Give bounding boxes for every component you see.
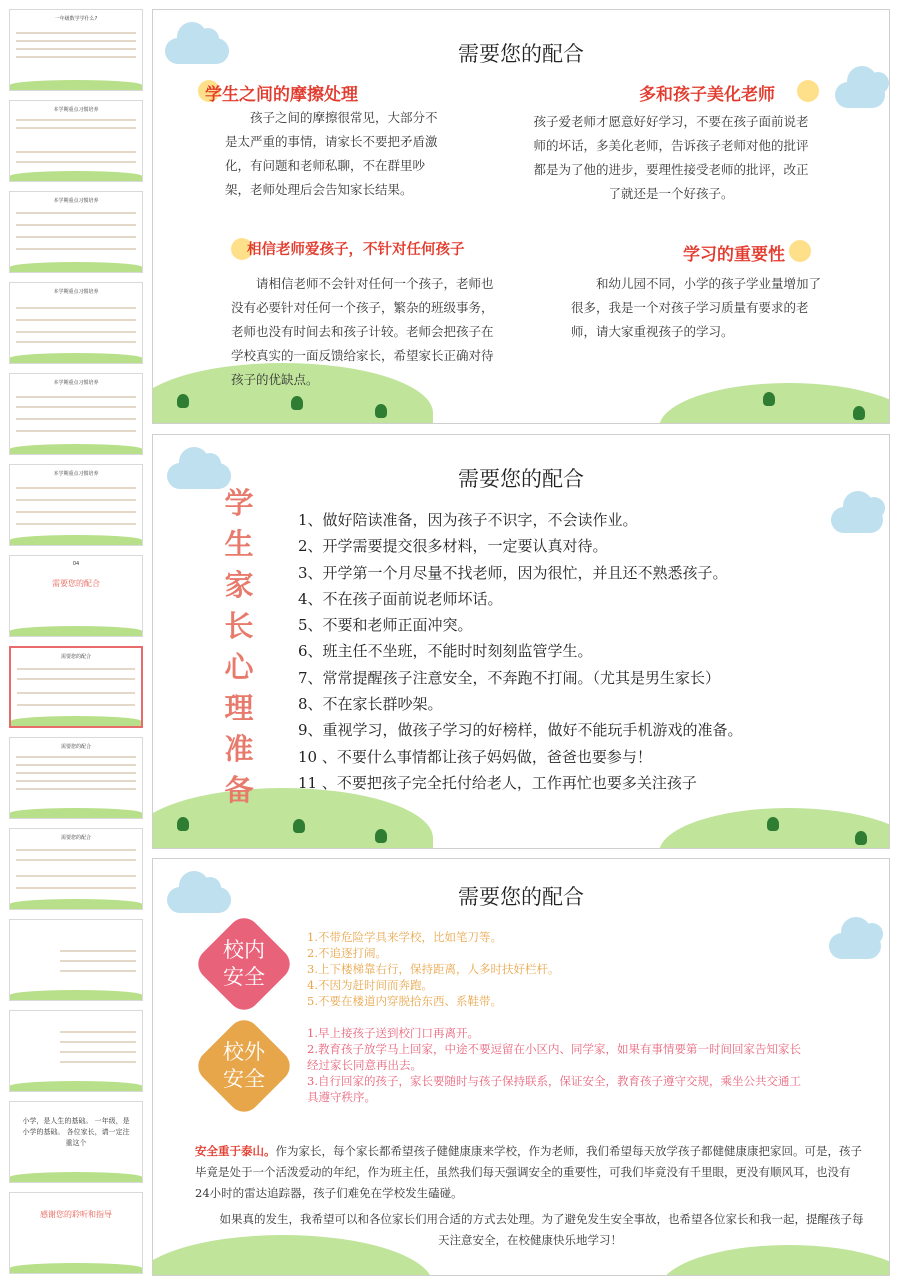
thumb-heading: 感谢您的聆听和指导 <box>40 1210 112 1219</box>
list-item: 3、开学第一个月尽量不找老师，因为很忙，并且还不熟悉孩子。 <box>298 563 728 582</box>
list-item: 2、开学需要提交很多材料，一定要认真对待。 <box>298 537 608 556</box>
thumb-title: 需要您的配合 <box>60 835 91 841</box>
out-school-safety-list <box>307 1025 807 1105</box>
highlight-dot <box>789 240 811 262</box>
list-item: 3.自行回家的孩子，家长要随时与孩子保持联系，保证安全，教育孩子遵守交规，乘坐公共交通工具遵守秩序。 <box>307 1074 801 1104</box>
list-item: 7、常常提醒孩子注意安全，不奔跑不打闹。（尤其是男生家长） <box>298 668 721 687</box>
list-item: 1.不带危险学具来学校，比如笔刀等。 <box>307 930 502 944</box>
section-heading-study-importance: 学习的重要性 <box>683 245 785 265</box>
parent-preparation-list <box>298 507 743 796</box>
safety-slogan: 安全重于泰山。 <box>195 1144 276 1158</box>
cloud-decoration <box>829 933 881 959</box>
slide-thumbnail-4[interactable] <box>9 282 143 364</box>
thumb-title: 一年级数学学什么? <box>54 16 98 22</box>
thumb-heading: 需要您的配合 <box>52 579 100 588</box>
thumb-title: 需要您的配合 <box>60 654 91 660</box>
list-item: 8、不在家长群吵架。 <box>298 695 443 714</box>
grass-hill <box>152 788 433 849</box>
section-text-praise-teacher: 孩子爱老师才愿意好好学习，不要在孩子面前说老师的坏话，多美化老师，告诉孩子老师对他的批评都是为了他的进步，要理性接受老师的批评，改正了就还是一个好孩子。 <box>533 114 809 201</box>
list-item: 4、不在孩子面前说老师坏话。 <box>298 589 503 608</box>
slide-thumbnail-7[interactable] <box>9 555 143 637</box>
thumb-title: 本学期重点习惯培养 <box>53 380 99 386</box>
slide-title: 需要您的配合 <box>458 467 584 491</box>
cloud-decoration <box>831 507 883 533</box>
section-text-friction: 孩子之间的摩擦很常见，大部分不是太严重的事情，请家长不要把矛盾激化，有问题和老师私聊，不在群里吵架，老师处理后会告知家长结果。 <box>225 110 438 197</box>
slide-thumbnail-13[interactable] <box>9 1101 143 1183</box>
list-item: 3.上下楼梯靠右行，保持距离，人多时扶好栏杆。 <box>307 962 560 976</box>
thumb-title: 本学期重点习惯培养 <box>53 471 99 477</box>
list-item: 9、重视学习，做孩子学习的好榜样，做好不能玩手机游戏的准备。 <box>298 721 743 740</box>
slide-thumbnail-9[interactable] <box>9 737 143 819</box>
slide-thumbnail-10[interactable] <box>9 828 143 910</box>
section-heading-trust-teacher: 相信老师爱孩子，不针对任何孩子 <box>247 241 465 258</box>
thumb-title: 小学，是人生的基础。 一年级，是小学的基础。 各位家长，请一定注重这个 <box>22 1117 130 1147</box>
slide-title: 需要您的配合 <box>458 42 584 66</box>
list-item: 5、不要和老师正面冲突。 <box>298 616 473 635</box>
slide-thumbnail-11[interactable] <box>9 919 143 1001</box>
list-item: 2.教育孩子放学马上回家，中途不要逗留在小区内、同学家，如果有事情要第一时间回家告知家长经过家长同意再出去。 <box>307 1042 801 1072</box>
section-heading-praise-teacher: 多和孩子美化老师 <box>639 85 775 105</box>
slide-thumbnail-14[interactable] <box>9 1192 143 1274</box>
thumb-title: 需要您的配合 <box>60 744 91 750</box>
list-item: 11 、不要把孩子完全托付给老人，工作再忙也要多关注孩子 <box>298 773 697 792</box>
in-school-safety-list <box>307 929 559 1009</box>
slide-parent-cooperation-1[interactable] <box>152 9 890 424</box>
highlight-dot <box>797 80 819 102</box>
list-item: 2.不追逐打闹。 <box>307 946 387 960</box>
slide-thumbnail-5[interactable] <box>9 373 143 455</box>
list-item: 5.不要在楼道内穿脱拾东西、系鞋带。 <box>307 994 502 1008</box>
list-item: 1.早上接孩子送到校门口再离开。 <box>307 1026 479 1040</box>
out-school-safety-label: 校外 安全 <box>223 1040 265 1091</box>
section-heading-friction: 学生之间的摩擦处理 <box>205 85 358 105</box>
list-item: 6、班主任不坐班，不能时时刻刻监管学生。 <box>298 642 593 661</box>
list-item: 4.不因为赶时间而奔跑。 <box>307 978 433 992</box>
list-item: 10 、不要什么事情都让孩子妈妈做，爸爸也要参与！ <box>298 747 652 766</box>
list-item: 1、做好陪读准备，因为孩子不识字，不会读作业。 <box>298 511 638 529</box>
slide-parent-cooperation-2[interactable] <box>152 434 890 849</box>
cloud-decoration <box>835 82 885 108</box>
slide-thumbnail-8-selected[interactable] <box>9 646 143 728</box>
slide-thumbnail-6[interactable] <box>9 464 143 546</box>
slide-title: 需要您的配合 <box>458 885 584 909</box>
slide-parent-cooperation-3[interactable] <box>152 858 890 1276</box>
thumb-title: 本学期重点习惯培养 <box>53 198 99 204</box>
slide-thumbnail-panel <box>0 0 150 1286</box>
thumb-title: 本学期重点习惯培养 <box>53 289 99 295</box>
safety-note-paragraph: 安全重于泰山。作为家长，每个家长都希望孩子健健康康来学校，作为老师，我们希望每天放学孩子都健健康康把家回。可是，孩子毕竟是处于一个活泼爱动的年纪，作为班主任，虽然我们每天强调安全的重要性，可我们毕竟没有千里眼，更没有顺风耳，也没有24小时的雷达追踪器，孩子们难免在学校发生磕碰。 <box>195 1144 862 1200</box>
slide-thumbnail-1[interactable] <box>9 9 143 91</box>
thumb-title: 本学期重点习惯培养 <box>53 107 99 113</box>
in-school-safety-label: 校内 安全 <box>223 938 265 989</box>
thumb-title: 04 <box>72 561 80 567</box>
section-text-study-importance: 和幼儿园不同，小学的孩子学业量增加了很多，我是一个对孩子学习质量有要求的老师，请大家重视孩子的学习。 <box>571 276 822 339</box>
vertical-title: 学生家长心理准备 <box>224 486 254 807</box>
slide-thumbnail-12[interactable] <box>9 1010 143 1092</box>
slide-thumbnail-2[interactable] <box>9 100 143 182</box>
safety-note-closing: 如果真的发生，我希望可以和各位家长们用合适的方式去处理。为了避免发生安全事故，也希望各位家长和我一起，提醒孩子每天注意安全，在校健康快乐地学习！ <box>219 1212 864 1247</box>
slide-thumbnail-3[interactable] <box>9 191 143 273</box>
section-text-trust-teacher: 请相信老师不会针对任何一个孩子，老师也没有必要针对任何一个孩子，繁杂的班级事务，老师也没有时间去和孩子计较。老师会把孩子在学校真实的一面反馈给家长，希望家长正确对待孩子的优缺点。 <box>231 276 494 387</box>
